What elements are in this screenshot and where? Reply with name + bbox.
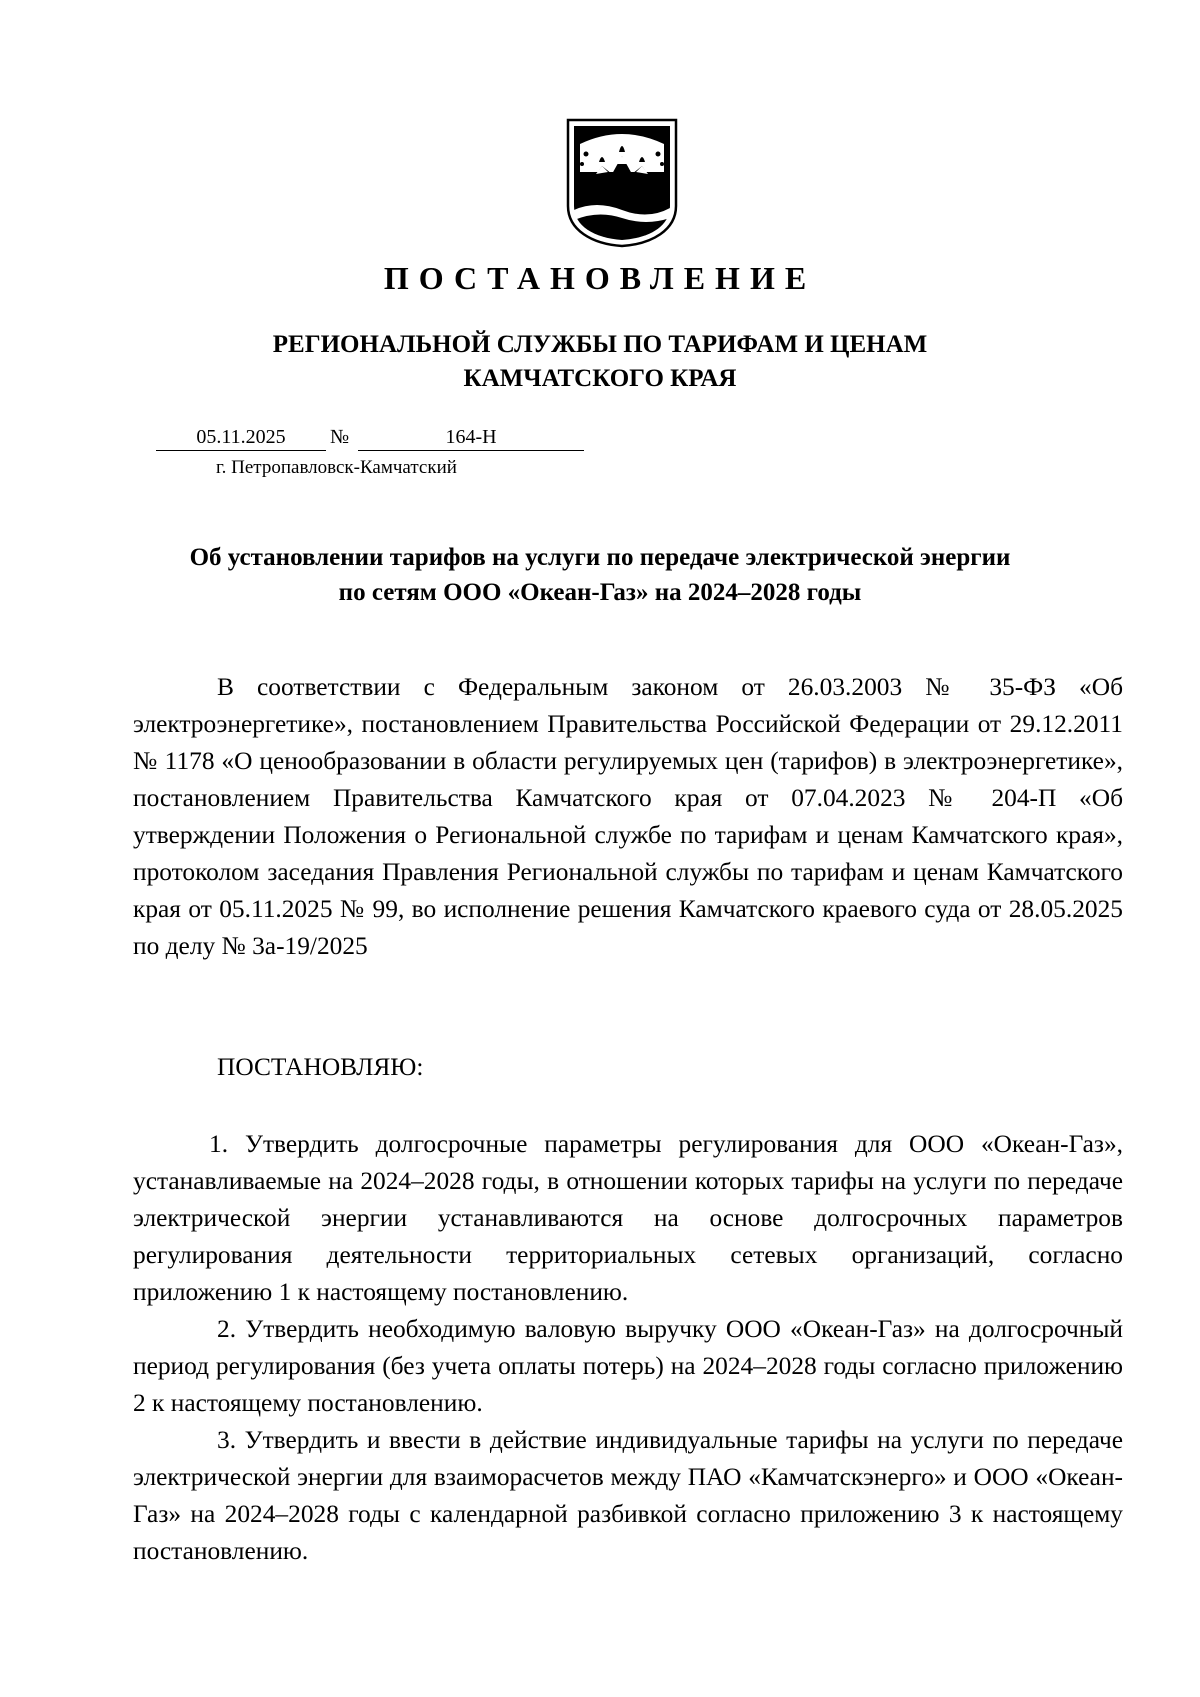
kamchatka-coat-of-arms-icon [566,118,678,248]
issue-city: г. Петропавловск-Камчатский [216,457,457,478]
title-line-1: Об установлении тарифов на услуги по передаче электрической энергии [189,544,1011,571]
authority-line-1: РЕГИОНАЛЬНОЙ СЛУЖБЫ ПО ТАРИФАМ И ЦЕНАМ [272,331,928,358]
resolution-item-3: 3. Утвердить и ввести в действие индивидуальные тарифы на услуги по передаче электрической энергии для взаиморасчетов между ПАО «Камчатскэнерго» и ООО «Океан-Газ» на 2024–2028 годы с календарной разбивкой согласно приложению 3 к настоящему постановлению. [133,1426,1123,1565]
decree-word: ПОСТАНОВЛЯЮ: [217,1053,424,1081]
preamble-section [133,669,1123,965]
preamble-paragraph: В соответствии с Федеральным законом от 26.03.2003 № 35-ФЗ «Об электроэнергетике», постановлением Правительства Российской Федерации от 29.12.2011 № 1178 «О ценообразовании в области регулируемых цен (тарифов) в электроэнергетике», постановлением Правительства Камчатского края от 07.04.2023 № 204-П «Об утверждении Положения о Региональной службе по тарифам и ценам Камчатского края», протоколом заседания Правления Региональной службы по тарифам и ценам Камчатского края от 05.11.2025 № 99, во исполнение решения Камчатского краевого суда от 28.05.2025 по делу № 3а-19/2025 [133,673,1123,960]
document-type-heading: ПОСТАНОВЛЕНИЕ [383,260,817,296]
resolution-item-2: 2. Утвердить необходимую валовую выручку ООО «Океан-Газ» на долгосрочный период регулирования (без учета оплаты потерь) на 2024–2028 годы согласно приложению 2 к настоящему постановлению. [133,1315,1123,1417]
resolution-item-1: 1. Утвердить долгосрочные параметры регулирования для ООО «Океан-Газ», устанавливаемые на 2024–2028 годы, в отношении которых тарифы на услуги по передаче электрической энергии устанавливаются на основе долгосрочных параметров регулирования деятельности территориальных сетевых организаций, согласно приложению 1 к настоящему постановлению. [133,1130,1123,1306]
issuing-authority [0,328,1200,396]
document-number: 164-Н [358,424,584,451]
authority-line-2: КАМЧАТСКОГО КРАЯ [463,365,737,392]
document-title [0,540,1200,610]
number-sign: № [330,426,350,448]
resolution-items [133,1126,1123,1570]
document-date: 05.11.2025 [156,424,326,451]
title-line-2: по сетям ООО «Океан-Газ» на 2024–2028 годы [338,579,862,606]
